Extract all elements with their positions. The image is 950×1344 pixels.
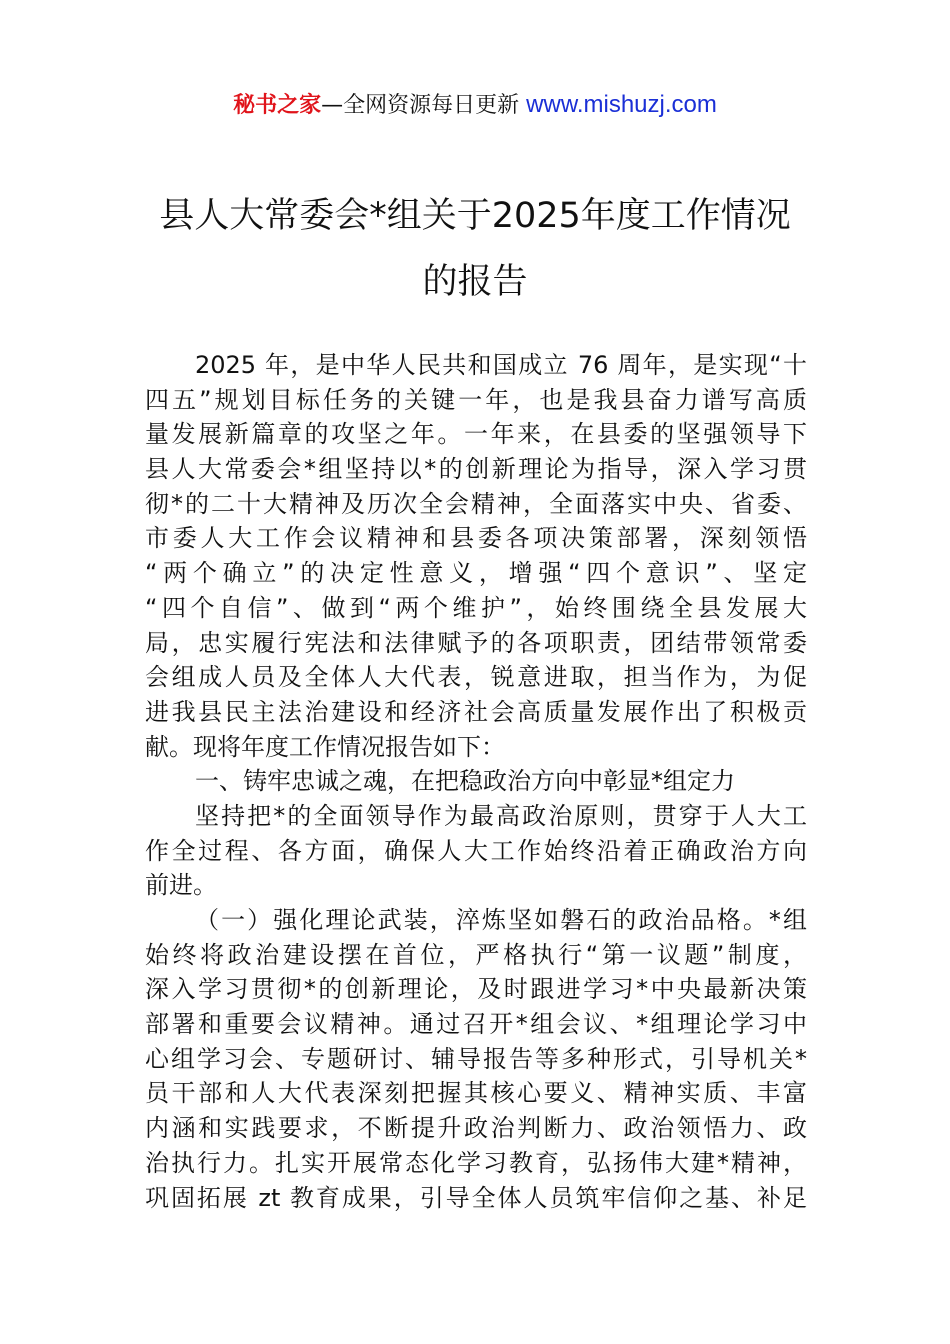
body-text-line: 治执行力。扎实开展常态化学习教育，弘扬伟大建*精神， <box>145 1148 807 1177</box>
body-text-line: 进我县民主法治建设和经济社会高质量发展作出了积极贡 <box>145 697 807 726</box>
banner-slogan: —全网资源每日更新 <box>321 93 527 118</box>
body-text-line: 局，忠实履行宪法和法律赋予的各项职责，团结带领常委 <box>145 628 807 657</box>
body-text-line: 内涵和实践要求，不断提升政治判断力、政治领悟力、政 <box>145 1114 807 1143</box>
body-text-line: 始终将政治建设摆在首位，严格执行“第一议题”制度， <box>145 940 807 969</box>
section-heading: 一、铸牢忠诚之魂，在把稳政治方向中彰显*组定力 <box>195 767 735 796</box>
body-text-line: 四五”规划目标任务的关键一年，也是我县奋力谱写高质 <box>145 385 807 414</box>
body-text-line: 献。现将年度工作情况报告如下： <box>145 732 505 761</box>
site-banner <box>0 88 950 119</box>
brand-name: 秘书之家 <box>233 93 322 118</box>
body-text-line: 前进。 <box>145 871 217 900</box>
body-text-line: 心组学习会、专题研讨、辅导报告等多种形式，引导机关* <box>145 1044 807 1073</box>
body-text-line: 员干部和人大代表深刻把握其核心要义、精神实质、丰富 <box>145 1079 807 1108</box>
document-title-line-2: 的报告 <box>422 262 528 302</box>
body-text-line: “四个自信”、做到“两个维护”，始终围绕全县发展大 <box>145 593 807 622</box>
site-url-link[interactable]: www.mishuzj.com <box>526 91 717 118</box>
document-body <box>145 348 807 1215</box>
body-text-line: 会组成人员及全体人大代表，锐意进取，担当作为，为促 <box>145 663 807 692</box>
body-text-line: 部署和重要会议精神。通过召开*组会议、*组理论学习中 <box>145 1010 807 1039</box>
body-text-line: （一）强化理论武装，淬炼坚如磐石的政治品格。*组 <box>195 906 807 934</box>
body-text-line: 量发展新篇章的攻坚之年。一年来，在县委的坚强领导下 <box>145 420 807 449</box>
document-title-line-1: 县人大常委会*组关于2025年度工作情况 <box>159 196 791 236</box>
body-text-line: 2025 年，是中华人民共和国成立 76 周年，是实现“十 <box>195 351 807 379</box>
body-text-line: 深入学习贯彻*的创新理论，及时跟进学习*中央最新决策 <box>145 975 807 1004</box>
body-text-line: 县人大常委会*组坚持以*的创新理论为指导，深入学习贯 <box>145 455 807 484</box>
body-text-line: 巩固拓展 zt 教育成果，引导全体人员筑牢信仰之基、补足 <box>145 1183 807 1212</box>
body-text-line: “两个确立”的决定性意义，增强“四个意识”、坚定 <box>145 559 807 588</box>
body-text-line: 作全过程、各方面，确保人大工作始终沿着正确政治方向 <box>145 836 807 865</box>
body-text-line: 彻*的二十大精神及历次全会精神，全面落实中央、省委、 <box>145 489 807 518</box>
body-text-line: 坚持把*的全面领导作为最高政治原则，贯穿于人大工 <box>195 801 807 830</box>
body-text-line: 市委人大工作会议精神和县委各项决策部署，深刻领悟 <box>145 524 807 553</box>
